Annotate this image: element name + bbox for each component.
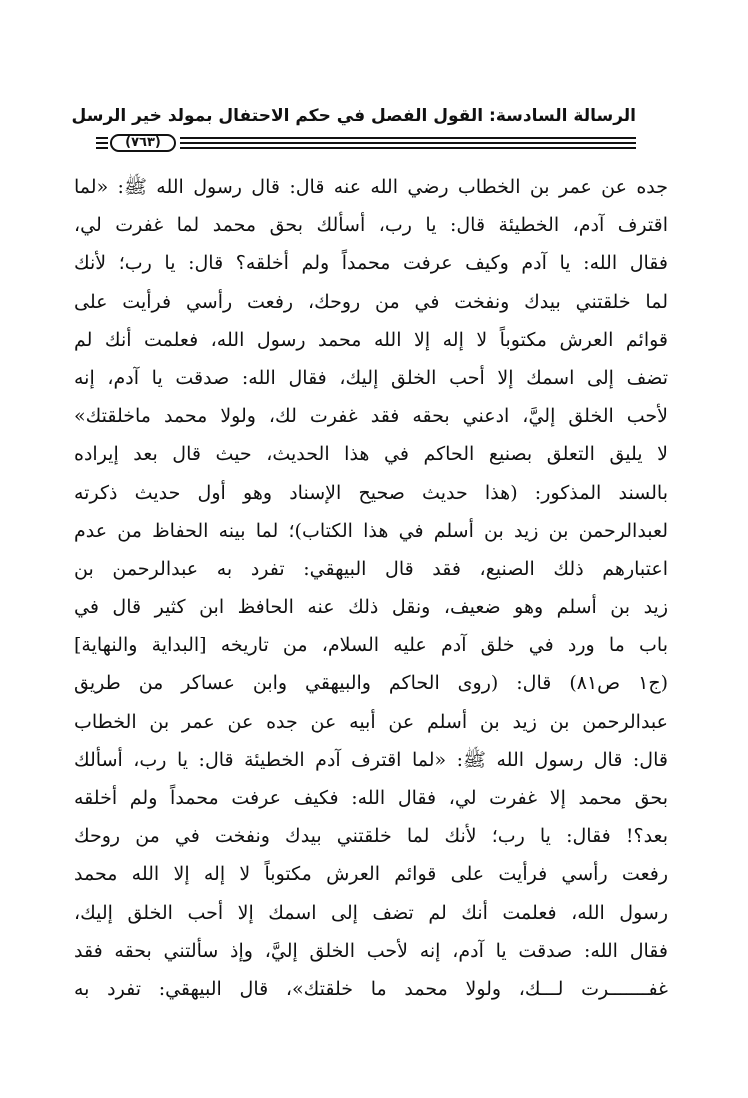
rule-line (96, 142, 108, 144)
page-header (71, 100, 636, 160)
text-line: لا يليق التعلق بصنيع الحاكم في هذا الحديث، حيث قال بعد إيراده (74, 443, 668, 466)
text-line: عبدالرحمن بن زيد بن أسلم عن أبيه عن جده عن عمر بن الخطاب (74, 710, 668, 733)
page-number: (٧٦٣) (110, 134, 176, 152)
text-line: رسول الله، فعلمت أنك لم تضف إلى اسمك إلا أحب الخلق إليك، (74, 901, 668, 924)
header-rule (96, 134, 636, 152)
text-line: فقال الله: يا آدم وكيف عرفت محمداً ولم أخلقه؟ قال: يا رب؛ لأنك (74, 252, 668, 275)
running-title: الرسالة السادسة: القول الفصل في حكم الاحتفال بمولد خير الرسل (71, 106, 636, 126)
text-line: بعد؟! فقال: يا رب؛ لأنك لما خلقتني بيدك ونفخت في من روحك (74, 825, 668, 848)
text-line: بحق محمد إلا غفرت لي، فقال الله: فكيف عرفت محمداً ولم أخلقه (74, 787, 668, 809)
text-line: زيد بن أسلم وهو ضعيف، ونقل ذلك عنه الحافظ ابن كثير قال في (74, 596, 668, 619)
rule-line (180, 142, 636, 144)
rule-line (96, 137, 108, 139)
text-line: قوائم العرش مكتوباً لا إله إلا الله محمد رسول الله، فعلمت أنك لم (74, 328, 668, 351)
text-line: تضف إلى اسمك إلا أحب الخلق إليك، فقال الله: صدقت يا آدم، إنه (74, 366, 668, 389)
rule-line (96, 147, 108, 149)
text-line: غفـــــــرت لـــك، ولولا محمد ما خلقتك»، قال البيهقي: تفرد به (74, 977, 668, 1000)
text-line: قال: قال رسول الله ﷺ: «لما اقترف آدم الخطيئة قال: يا رب، أسألك (74, 748, 668, 771)
text-line: (ج١ ص٨١) قال: (روى الحاكم والبيهقي وابن عساكر من طريق (74, 672, 668, 695)
rule-line (180, 137, 636, 139)
rule-line (180, 147, 636, 149)
text-line: اقترف آدم، الخطيئة قال: يا رب، أسألك بحق محمد لما غفرت لي، (74, 214, 668, 237)
text-line: فقال الله: صدقت يا آدم، إنه لأحب الخلق إليَّ، وإذ سألتني بحقه فقد (74, 939, 668, 962)
body-text (74, 168, 668, 1008)
text-line: جده عن عمر بن الخطاب رضي الله عنه قال: قال رسول الله ﷺ: «لما (74, 176, 668, 198)
text-line: باب ما ورد في خلق آدم عليه السلام، من تاريخه [البداية والنهاية] (74, 634, 668, 657)
text-line: لعبدالرحمن بن زيد بن أسلم في هذا الكتاب)؛ لما بينه الحفاظ من عدم (74, 519, 668, 542)
text-line: لما خلقتني بيدك ونفخت في من روحك، رفعت رأسي فرأيت على (74, 290, 668, 313)
text-line: اعتبارهم ذلك الصنيع، فقد قال البيهقي: تفرد به عبدالرحمن بن (74, 557, 668, 580)
text-line: رفعت رأسي فرأيت على قوائم العرش مكتوباً لا إله إلا الله محمد (74, 863, 668, 886)
text-line: بالسند المذكور: (هذا حديث صحيح الإسناد وهو أول حديث ذكرته (74, 481, 668, 504)
text-line: لأحب الخلق إليَّ، ادعني بحقه فقد غفرت لك، ولولا محمد ماخلقتك» (74, 405, 668, 428)
